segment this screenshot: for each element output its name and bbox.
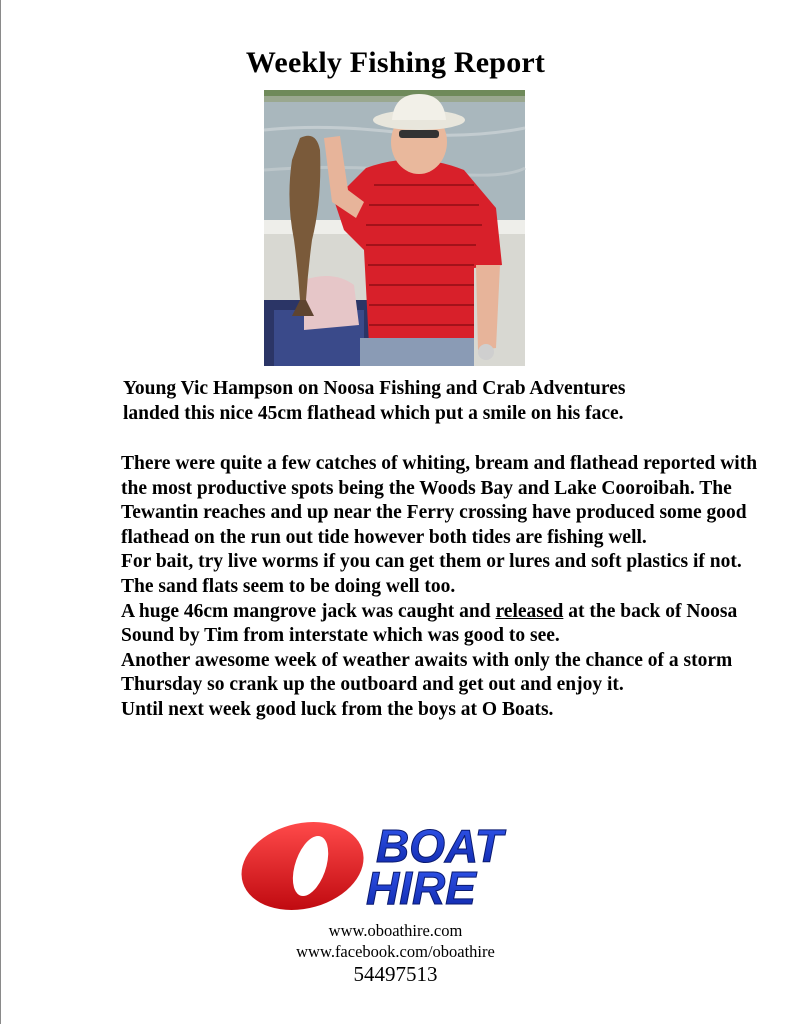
facebook-url[interactable]: www.facebook.com/oboathire — [296, 942, 495, 961]
phone-number: 54497513 — [353, 962, 438, 986]
paragraph-weather: Another awesome week of weather awaits with only the chance of a storm Thursday so crank up the outboard and get out and enjoy it. — [121, 649, 733, 696]
logo-letter-o: O — [48, 612, 49, 613]
paragraph-signoff: Until next week good luck from the boys at O Boats. — [121, 698, 554, 720]
caption-line-2: landed this nice 45cm flathead which put a smile on his face. — [123, 403, 624, 424]
paragraph-mangrove-jack — [121, 600, 761, 649]
released-underlined-word: released — [495, 600, 564, 622]
paragraph-mangrove-jack-end: at the back of Noosa Sound by Tim from interstate which was good to see. — [121, 600, 738, 647]
fisherman-photo-icon — [264, 90, 525, 366]
report-body — [121, 452, 761, 723]
logo-word-boat: BOAT — [376, 820, 503, 872]
paragraph-catches: There were quite a few catches of whiting, bream and flathead reported with the most productive spots being the Woods Bay and Lake Cooroibah. The Tewantin reaches and up near the Ferry crossing have produced some good flathead on the run out tide however both tides are fishing well. — [121, 453, 758, 548]
photo-caption — [123, 376, 723, 426]
paragraph-mangrove-jack-start: A huge 46cm mangrove jack was caught and — [121, 600, 496, 622]
caption-line-1: Young Vic Hampson on Noosa Fishing and Crab Adventures — [123, 378, 626, 399]
website-url[interactable]: www.oboathire.com — [328, 921, 463, 940]
paragraph-bait: For bait, try live worms if you can get them or lures and soft plastics if not. The sand flats seem to be doing well too. — [121, 551, 742, 597]
fisherman-photo — [264, 90, 525, 366]
page-title: Weekly Fishing Report — [245, 46, 546, 79]
page-left-border — [0, 0, 1, 1024]
logo-word-hire: HIRE — [366, 862, 476, 914]
